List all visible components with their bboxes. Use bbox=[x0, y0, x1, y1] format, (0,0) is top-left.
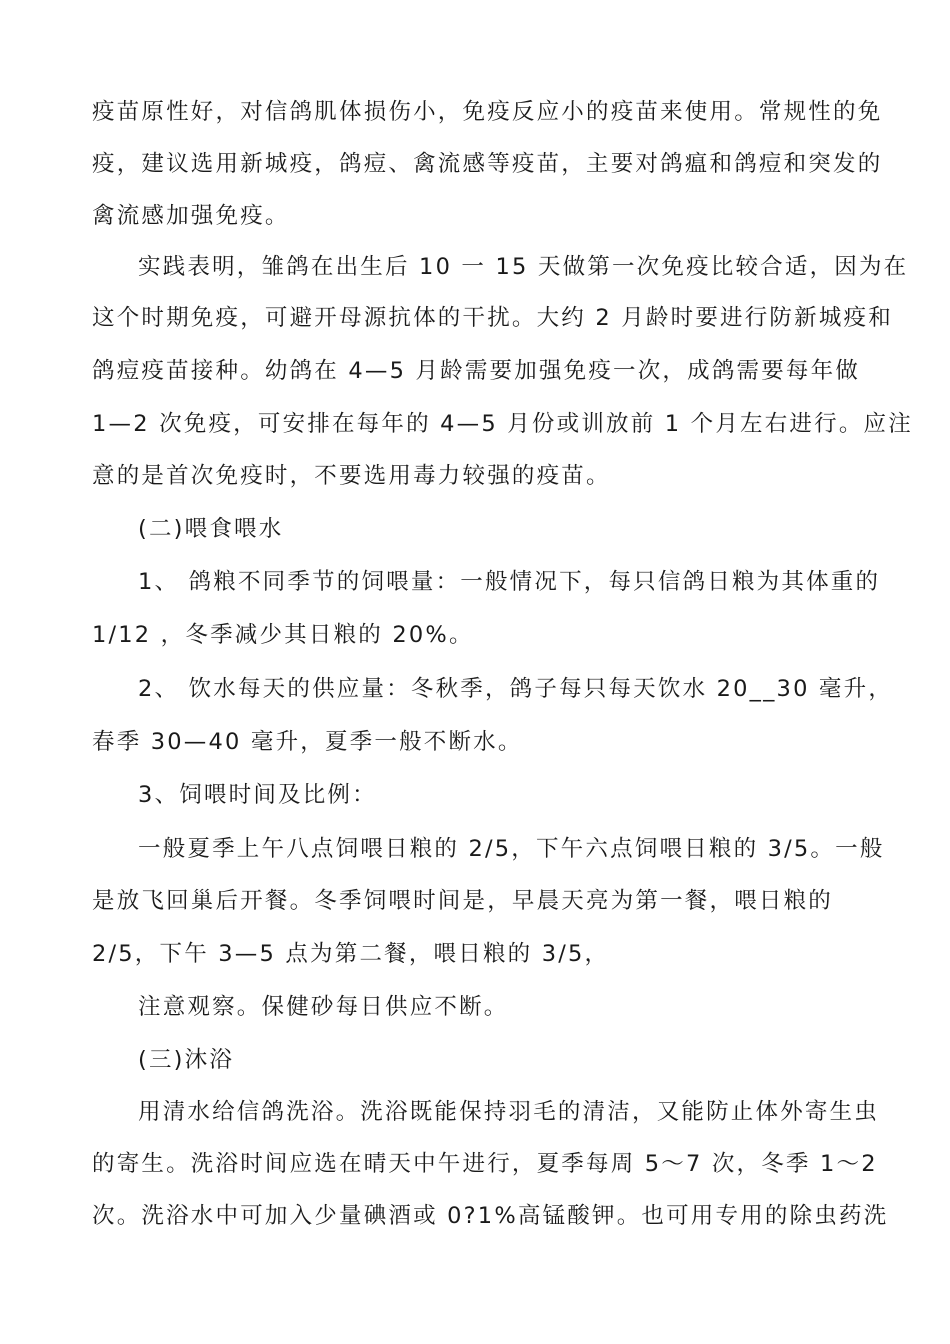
text-line: 用清水给信鸽洗浴。洗浴既能保持羽毛的清洁，又能防止体外寄生虫 bbox=[138, 1099, 880, 1125]
text-line: 实践表明，雏鸽在出生后 10 一 15 天做第一次免疫比较合适，因为在 bbox=[138, 254, 909, 280]
text-line: 禽流感加强免疫。 bbox=[92, 203, 290, 229]
text-line: 意的是首次免疫时，不要选用毒力较强的疫苗。 bbox=[92, 463, 611, 489]
text-line: 春季 30—40 毫升，夏季一般不断水。 bbox=[92, 729, 523, 755]
text-line: 一般夏季上午八点饲喂日粮的 2/5，下午六点饲喂日粮的 3/5。一般 bbox=[138, 836, 885, 862]
text-line: 2、 饮水每天的供应量：冬秋季，鸽子每只每天饮水 20__30 毫升， bbox=[138, 676, 894, 702]
text-line: 疫苗原性好，对信鸽肌体损伤小，免疫反应小的疫苗来使用。常规性的免 bbox=[92, 99, 883, 125]
text-line: 是放飞回巢后开餐。冬季饲喂时间是，早晨天亮为第一餐，喂日粮的 bbox=[92, 888, 834, 914]
text-line: 注意观察。保健砂每日供应不断。 bbox=[138, 994, 509, 1020]
text-line: 鸽痘疫苗接种。幼鸽在 4—5 月龄需要加强免疫一次，成鸽需要每年做 bbox=[92, 358, 861, 384]
section-heading: (三)沐浴 bbox=[138, 1047, 235, 1073]
text-line: 3、饲喂时间及比例： bbox=[138, 782, 377, 808]
text-line: 1—2 次免疫，可安排在每年的 4—5 月份或训放前 1 个月左右进行。应注 bbox=[92, 411, 913, 437]
text-line: 这个时期免疫，可避开母源抗体的干扰。大约 2 月龄时要进行防新城疫和 bbox=[92, 305, 893, 331]
text-line: 次。洗浴水中可加入少量碘酒或 0?1%高锰酸钾。也可用专用的除虫药洗 bbox=[92, 1203, 889, 1229]
text-line: 1、 鸽粮不同季节的饲喂量：一般情况下，每只信鸽日粮为其体重的 bbox=[138, 569, 881, 595]
text-line: 疫，建议选用新城疫，鸽痘、禽流感等疫苗，主要对鸽瘟和鸽痘和突发的 bbox=[92, 151, 883, 177]
text-line: 1/12 ，冬季减少其日粮的 20%。 bbox=[92, 622, 474, 648]
text-line: 的寄生。洗浴时间应选在晴天中午进行，夏季每周 5～7 次，冬季 1～2 bbox=[92, 1151, 878, 1177]
text-line: 2/5，下午 3—5 点为第二餐，喂日粮的 3/5， bbox=[92, 941, 610, 967]
section-heading: (二)喂食喂水 bbox=[138, 516, 284, 542]
